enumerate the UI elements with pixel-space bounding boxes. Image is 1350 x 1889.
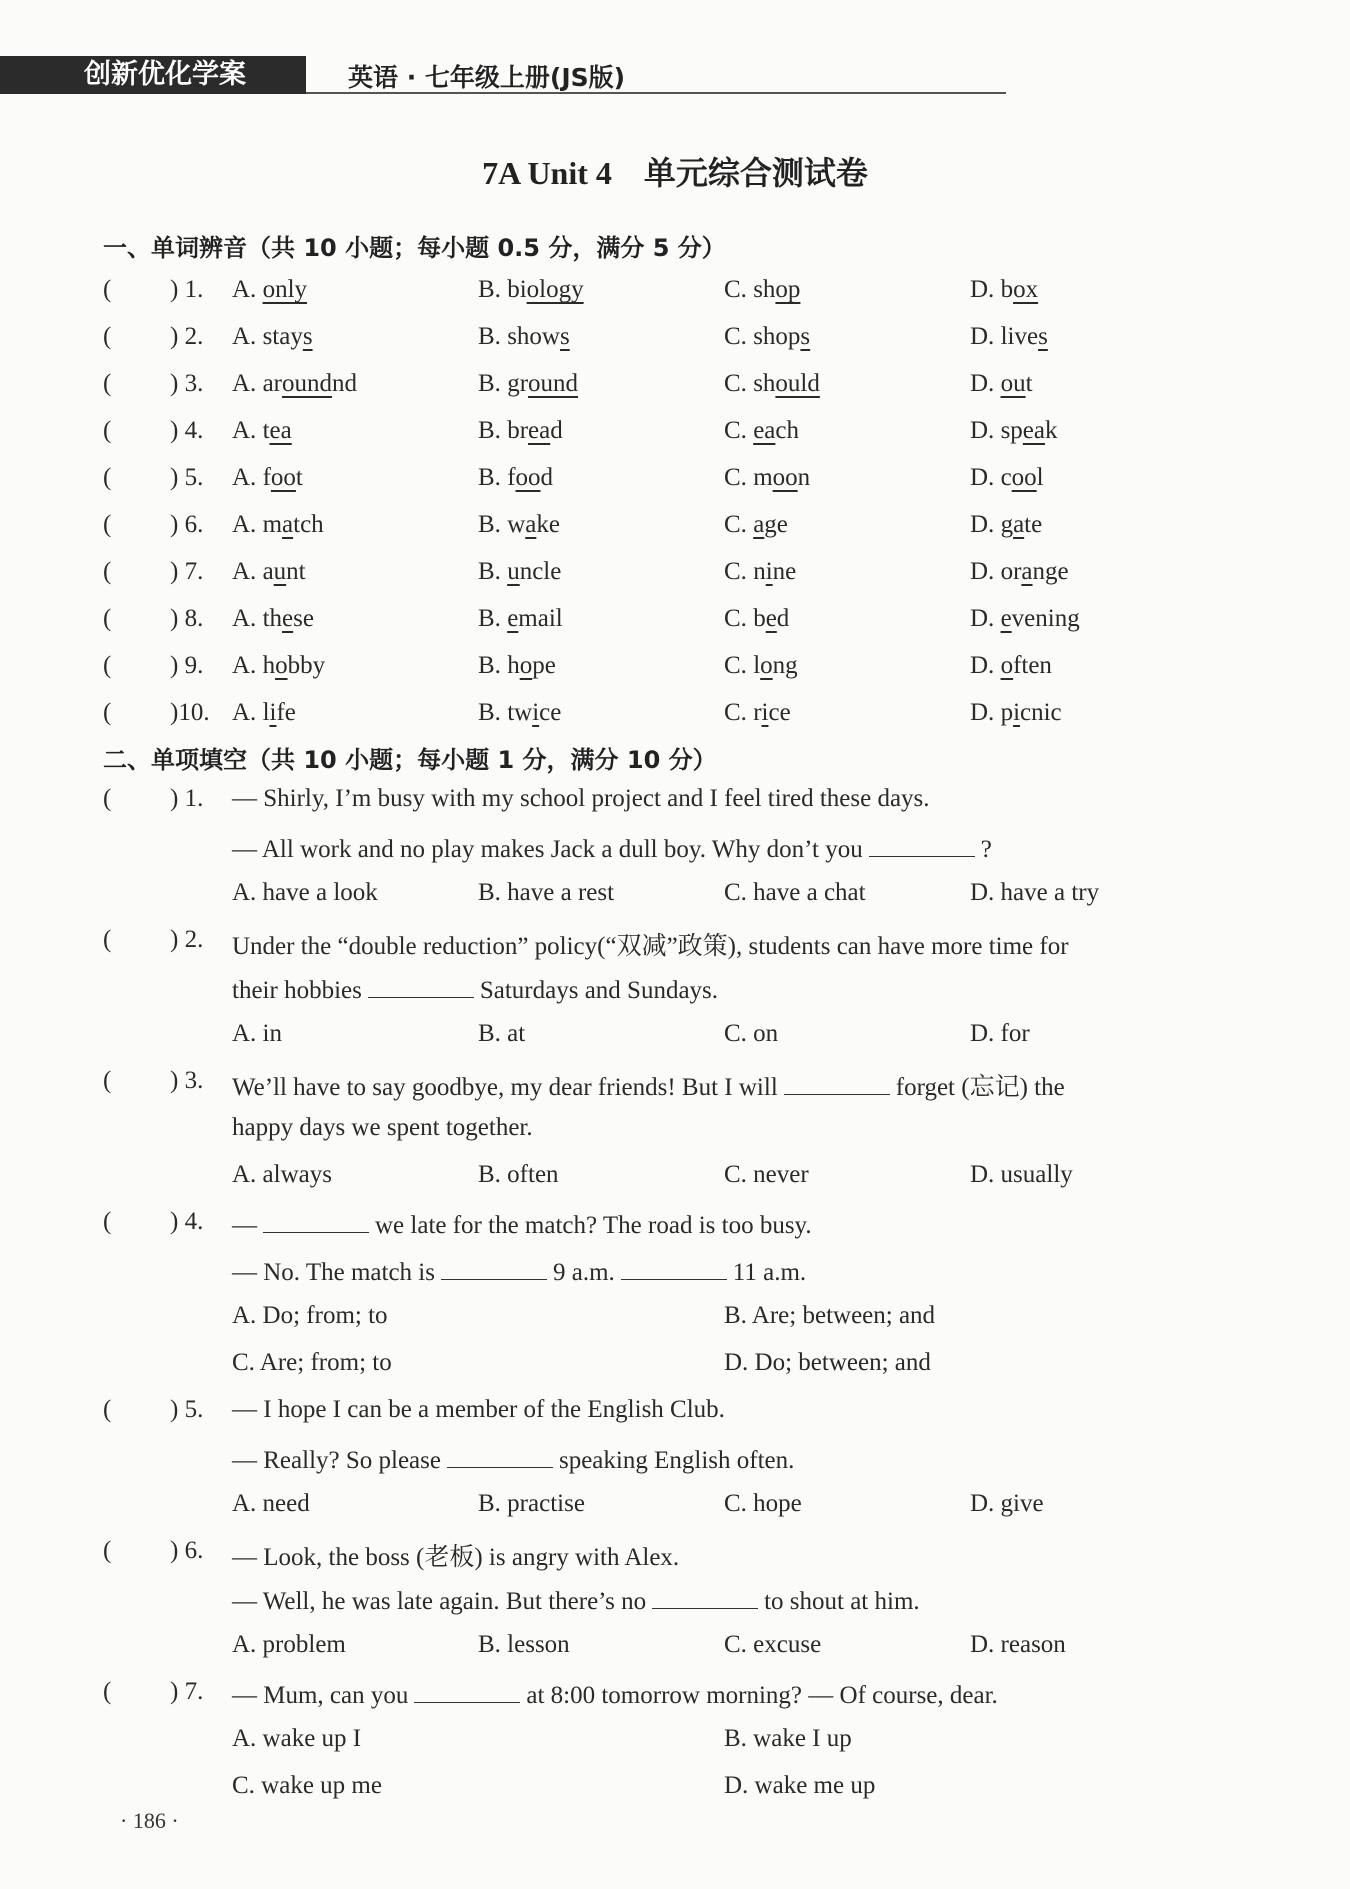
question-number: ) 1. xyxy=(170,276,204,303)
brand-logo: 创新优化学案 xyxy=(0,56,306,94)
word-option-d: D. out xyxy=(970,370,1033,397)
answer-paren[interactable]: ( xyxy=(103,464,112,491)
word-option-d: D. gate xyxy=(970,511,1043,538)
q1-option-c: C. have a chat xyxy=(724,879,866,906)
q6-line2: — Well, he was late again. But there’s no to shout at him. xyxy=(232,1584,920,1616)
answer-paren[interactable]: ( xyxy=(103,699,112,726)
word-option-b: B. food xyxy=(478,464,554,491)
q2-line1: Under the “double reduction” policy(“双减”政策), students can have more time for xyxy=(232,933,1069,960)
question-number: ) 3. xyxy=(170,1067,204,1094)
page-number: · 186 · xyxy=(120,1808,179,1833)
q3-option-a: A. always xyxy=(232,1161,332,1188)
word-option-a: A. these xyxy=(232,605,314,632)
word-option-a: A. tea xyxy=(232,417,292,444)
q5-option-b: B. practise xyxy=(478,1490,585,1517)
q5-line2: — Really? So please speaking English often. xyxy=(232,1443,794,1475)
answer-paren[interactable]: ( xyxy=(103,1537,112,1564)
q6-option-c: C. excuse xyxy=(724,1631,822,1658)
word-option-b: B. biology xyxy=(478,276,584,303)
q1-option-a: A. have a look xyxy=(232,879,378,906)
q7-option-a: A. wake up I xyxy=(232,1725,362,1752)
answer-blank[interactable] xyxy=(414,1678,520,1703)
q1-option-b: B. have a rest xyxy=(478,879,615,906)
q6-option-a: A. problem xyxy=(232,1631,346,1658)
answer-blank[interactable] xyxy=(784,1070,890,1095)
word-option-b: B. email xyxy=(478,605,563,632)
q5-line1: — I hope I can be a member of the English Club. xyxy=(232,1396,725,1423)
section2-heading: 二、单项填空（共 10 小题；每小题 1 分，满分 10 分） xyxy=(103,746,717,774)
answer-paren[interactable]: ( xyxy=(103,926,112,953)
word-option-b: B. uncle xyxy=(478,558,562,585)
question-number: ) 4. xyxy=(170,1208,204,1235)
word-option-d: D. cool xyxy=(970,464,1044,491)
question-number: ) 6. xyxy=(170,511,204,538)
q4-option-b: B. Are; between; and xyxy=(724,1302,936,1329)
question-number: ) 2. xyxy=(170,323,204,350)
question-number: )10. xyxy=(170,699,210,726)
word-option-d: D. evening xyxy=(970,605,1080,632)
header-rule xyxy=(306,92,1006,94)
q2-option-b: B. at xyxy=(478,1020,526,1047)
answer-blank[interactable] xyxy=(368,973,474,998)
answer-blank[interactable] xyxy=(869,832,975,857)
q5-option-c: C. hope xyxy=(724,1490,802,1517)
word-option-b: B. shows xyxy=(478,323,570,350)
q7-option-b: B. wake I up xyxy=(724,1725,852,1752)
book-subtitle: 英语 · 七年级上册(JS版) xyxy=(348,63,626,92)
word-option-c: C. shop xyxy=(724,276,801,303)
answer-paren[interactable]: ( xyxy=(103,605,112,632)
word-option-c: C. shops xyxy=(724,323,811,350)
q3-option-d: D. usually xyxy=(970,1161,1073,1188)
answer-paren[interactable]: ( xyxy=(103,276,112,303)
answer-paren[interactable]: ( xyxy=(103,1396,112,1423)
word-option-b: B. hope xyxy=(478,652,556,679)
page-header xyxy=(0,0,1350,110)
answer-blank[interactable] xyxy=(652,1584,758,1609)
word-option-c: C. long xyxy=(724,652,798,679)
q7-line1: — Mum, can you at 8:00 tomorrow morning? — Of course, dear. xyxy=(232,1678,998,1710)
q5-option-d: D. give xyxy=(970,1490,1044,1517)
word-option-a: A. life xyxy=(232,699,296,726)
answer-paren[interactable]: ( xyxy=(103,417,112,444)
word-option-d: D. orange xyxy=(970,558,1069,585)
q7-option-d: D. wake me up xyxy=(724,1772,876,1799)
q3-option-c: C. never xyxy=(724,1161,809,1188)
word-option-b: B. wake xyxy=(478,511,560,538)
answer-blank[interactable] xyxy=(263,1208,369,1233)
question-number: ) 7. xyxy=(170,1678,204,1705)
question-number: ) 6. xyxy=(170,1537,204,1564)
q7-option-c: C. wake up me xyxy=(232,1772,382,1799)
word-option-c: C. age xyxy=(724,511,788,538)
word-option-d: D. picnic xyxy=(970,699,1062,726)
word-option-d: D. lives xyxy=(970,323,1048,350)
word-option-a: A. match xyxy=(232,511,324,538)
answer-blank[interactable] xyxy=(621,1255,727,1280)
q3-line2: happy days we spent together. xyxy=(232,1114,533,1141)
question-number: ) 4. xyxy=(170,417,204,444)
answer-paren[interactable]: ( xyxy=(103,558,112,585)
q6-option-b: B. lesson xyxy=(478,1631,570,1658)
word-option-c: C. moon xyxy=(724,464,811,491)
q4-line1: — we late for the match? The road is too busy. xyxy=(232,1208,812,1240)
word-option-d: D. often xyxy=(970,652,1052,679)
question-number: ) 7. xyxy=(170,558,204,585)
word-option-a: A. aroundnd xyxy=(232,370,357,397)
q3-line1: We’ll have to say goodbye, my dear friends! But I will forget (忘记) the xyxy=(232,1067,1065,1103)
word-option-a: A. hobby xyxy=(232,652,326,679)
word-option-c: C. should xyxy=(724,370,820,397)
word-option-a: A. foot xyxy=(232,464,303,491)
q1-line2: — All work and no play makes Jack a dull boy. Why don’t you ? xyxy=(232,832,992,864)
question-number: ) 5. xyxy=(170,464,204,491)
answer-blank[interactable] xyxy=(441,1255,547,1280)
answer-paren[interactable]: ( xyxy=(103,1678,112,1705)
q4-line2: — No. The match is 9 a.m. 11 a.m. xyxy=(232,1255,806,1287)
word-option-c: C. nine xyxy=(724,558,797,585)
q1-line1: — Shirly, I’m busy with my school project and I feel tired these days. xyxy=(232,785,930,812)
word-option-b: B. ground xyxy=(478,370,579,397)
q6-option-d: D. reason xyxy=(970,1631,1066,1658)
answer-paren[interactable]: ( xyxy=(103,1067,112,1094)
q2-line2: their hobbies Saturdays and Sundays. xyxy=(232,973,718,1005)
question-number: ) 5. xyxy=(170,1396,204,1423)
q2-option-c: C. on xyxy=(724,1020,779,1047)
q5-option-a: A. need xyxy=(232,1490,310,1517)
answer-paren[interactable]: ( xyxy=(103,1208,112,1235)
q4-option-d: D. Do; between; and xyxy=(724,1349,931,1376)
word-option-b: B. bread xyxy=(478,417,563,444)
answer-paren[interactable]: ( xyxy=(103,511,112,538)
q4-option-a: A. Do; from; to xyxy=(232,1302,388,1329)
section1-heading: 一、单词辨音（共 10 小题；每小题 0.5 分，满分 5 分） xyxy=(103,234,726,262)
word-option-a: A. only xyxy=(232,276,308,303)
answer-paren[interactable]: ( xyxy=(103,323,112,350)
word-option-b: B. twice xyxy=(478,699,562,726)
q1-option-d: D. have a try xyxy=(970,879,1100,906)
question-number: ) 3. xyxy=(170,370,204,397)
word-option-c: C. rice xyxy=(724,699,791,726)
page-title: 7A Unit 4 单元综合测试卷 xyxy=(482,155,868,191)
answer-paren[interactable]: ( xyxy=(103,370,112,397)
word-option-c: C. bed xyxy=(724,605,790,632)
word-option-d: D. box xyxy=(970,276,1039,303)
word-option-a: A. stays xyxy=(232,323,313,350)
question-number: ) 9. xyxy=(170,652,204,679)
q2-option-a: A. in xyxy=(232,1020,282,1047)
question-number: ) 1. xyxy=(170,785,204,812)
question-number: ) 2. xyxy=(170,926,204,953)
answer-blank[interactable] xyxy=(447,1443,553,1468)
question-number: ) 8. xyxy=(170,605,204,632)
q3-option-b: B. often xyxy=(478,1161,559,1188)
answer-paren[interactable]: ( xyxy=(103,652,112,679)
q4-option-c: C. Are; from; to xyxy=(232,1349,392,1376)
q6-line1: — Look, the boss (老板) is angry with Alex. xyxy=(232,1544,680,1571)
q2-option-d: D. for xyxy=(970,1020,1030,1047)
word-option-c: C. each xyxy=(724,417,799,444)
word-option-d: D. speak xyxy=(970,417,1058,444)
word-option-a: A. aunt xyxy=(232,558,306,585)
answer-paren[interactable]: ( xyxy=(103,785,112,812)
